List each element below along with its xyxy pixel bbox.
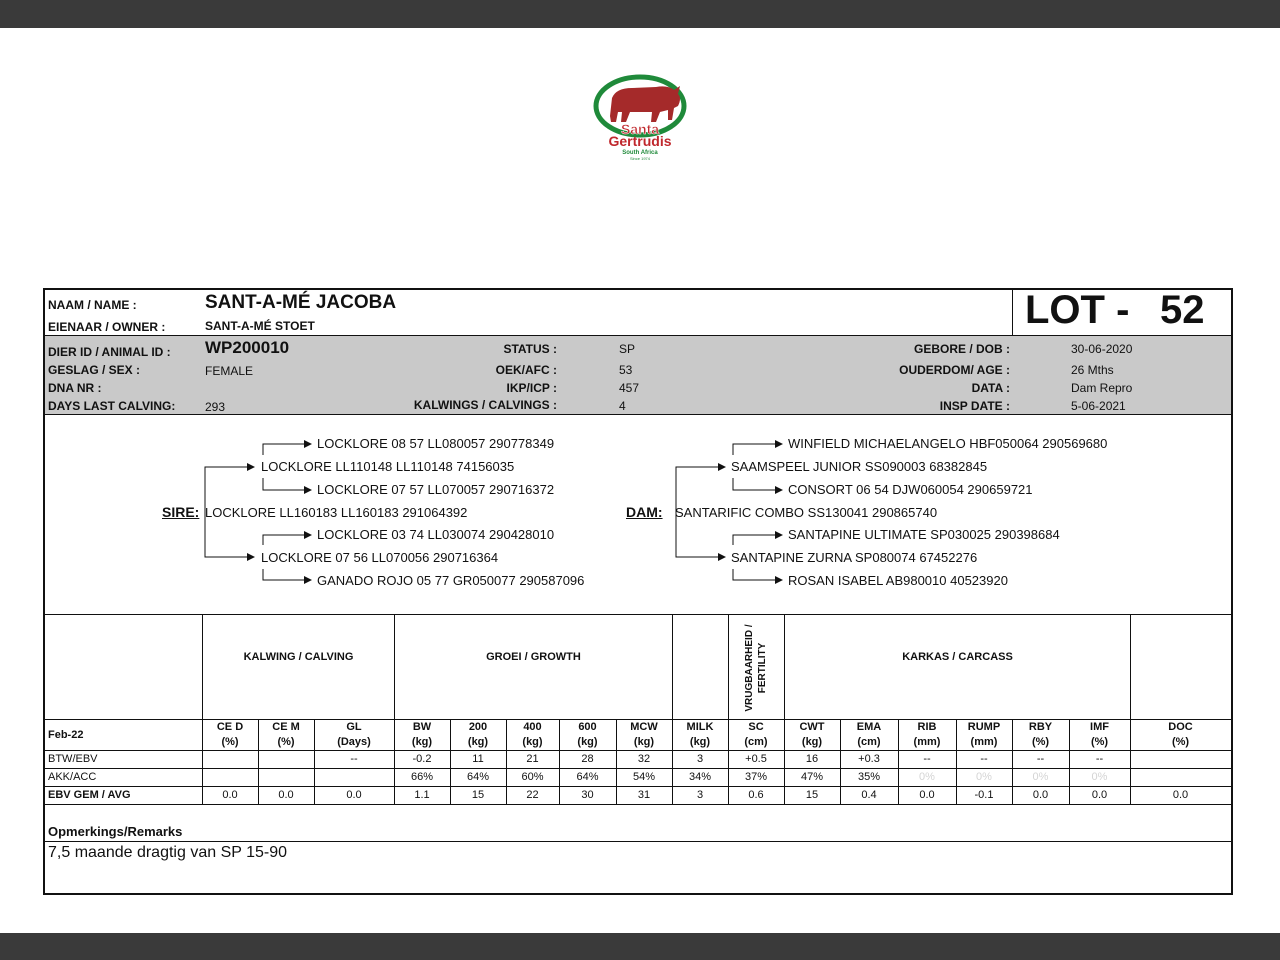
ebv-cell: 47% (800, 771, 824, 783)
sex-value: FEMALE (205, 364, 254, 378)
ebv-cell: 0.0 (919, 789, 935, 801)
ebv-cell: 64% (576, 771, 599, 783)
remarks-text: 7,5 maande dragtig van SP 15-90 (48, 844, 287, 861)
ebv-cell: 3 (696, 789, 704, 801)
ebv-cell: 32 (637, 753, 651, 765)
ebv-col-doc: DOC (%) (1168, 721, 1193, 748)
calvings-value: 4 (619, 399, 626, 413)
ebv-cell: 60% (521, 771, 544, 783)
animal-name: SANT-A-MÉ JACOBA (205, 292, 397, 313)
ebv-cell: -- (980, 753, 988, 765)
sire-dam-dam: GANADO ROJO 05 77 GR050077 290587096 (317, 573, 585, 588)
ebv-cell: +0.3 (858, 753, 880, 765)
sire-label: SIRE: (162, 504, 200, 520)
sire-dam-sire: LOCKLORE 03 74 LL030074 290428010 (317, 527, 555, 542)
animal-id: WP200010 (205, 338, 290, 357)
ebv-cell: 0% (1091, 771, 1108, 783)
animal-id-label: DIER ID / ANIMAL ID : (48, 345, 171, 359)
lot-card (43, 288, 1233, 895)
ebv-col-sc: SC (cm) (744, 721, 768, 748)
ebv-col-bw: BW (kg) (411, 721, 433, 748)
ebv-cell: +0.5 (745, 753, 767, 765)
status-label: STATUS : (503, 342, 557, 356)
ebv-cell: 0.0 (346, 789, 362, 801)
ebv-cell: -- (350, 753, 358, 765)
age-value: 26 Mths (1071, 363, 1114, 377)
ebv-cell: 0% (1032, 771, 1049, 783)
dob-value: 30-06-2020 (1071, 342, 1133, 356)
ebv-col-rby: RBY (%) (1028, 721, 1053, 748)
ebv-cell: 37% (744, 771, 768, 783)
dam-dam: SANTAPINE ZURNA SP080074 67452276 (731, 550, 978, 565)
dam-label: DAM: (626, 504, 663, 520)
logo-text-country: South Africa (622, 150, 658, 156)
ebv-col-gl: GL (Days) (337, 721, 371, 748)
afc-value: 53 (619, 363, 633, 377)
afc-label: OEK/AFC : (495, 363, 557, 377)
ebv-row-label: EBV GEM / AVG (48, 789, 131, 801)
days-last-calving-value: 293 (205, 400, 226, 414)
dam-dam-dam: ROSAN ISABEL AB980010 40523920 (788, 573, 1008, 588)
insp-date-label: INSP DATE : (939, 399, 1010, 413)
group-fertility: VRUGBAARHEID / FERTILITY (744, 624, 768, 712)
data-value: Dam Repro (1071, 381, 1133, 395)
ebv-col-milk: MILK (kg) (686, 721, 714, 748)
dam-name: SANTARIFIC COMBO SS130041 290865740 (675, 505, 938, 520)
name-label: NAAM / NAME : (48, 298, 137, 312)
logo-text-since: Since 1974 (629, 156, 651, 161)
ebv-cell: -- (1095, 753, 1104, 765)
ebv-cell: 1.1 (414, 789, 430, 801)
dob-label: GEBORE / DOB : (913, 342, 1010, 356)
logo-text-gertrudis: Gertrudis (608, 133, 672, 149)
ebv-col-cwt: CWT (kg) (799, 721, 825, 748)
ebv-col-ema: EMA (cm) (856, 721, 882, 748)
dam-sire-dam: CONSORT 06 54 DJW060054 290659721 (788, 482, 1033, 497)
ebv-row-label: AKK/ACC (48, 771, 97, 783)
ebv-col-imf: IMF (%) (1090, 721, 1109, 748)
sire-name: LOCKLORE LL160183 LL160183 291064392 (205, 505, 468, 520)
santa-gertrudis-logo (590, 72, 690, 164)
ebv-cell: -- (1036, 753, 1045, 765)
ebv-date-label: Feb-22 (48, 729, 84, 741)
ebv-cell: 22 (526, 789, 539, 801)
ebv-col-200: 200 (kg) (467, 721, 489, 748)
ebv-cell: 3 (696, 753, 704, 765)
ebv-cell: 21 (526, 753, 539, 765)
ebv-cell: 66% (410, 771, 434, 783)
ebv-cell: 64% (466, 771, 490, 783)
logo-text-santa: Santa (620, 121, 660, 137)
age-label: OUDERDOM/ AGE : (899, 363, 1010, 377)
ebv-cell: 0.0 (1091, 789, 1108, 801)
ebv-cell: 0.0 (222, 789, 238, 801)
group-calving: KALWING / CALVING (243, 651, 354, 663)
owner-name: SANT-A-MÉ STOET (205, 319, 315, 333)
insp-date-value: 5-06-2021 (1071, 399, 1126, 413)
owner-label: EIENAAR / OWNER : (48, 320, 166, 334)
ebv-col-600: 600 (kg) (577, 721, 598, 748)
dam-sire-sire: WINFIELD MICHAELANGELO HBF050064 290569680 (788, 436, 1108, 451)
ebv-cell: -- (923, 753, 931, 765)
ebv-col-400: 400 (kg) (522, 721, 543, 748)
bottom-bar (0, 933, 1280, 960)
ebv-cell: 0.4 (861, 789, 877, 801)
days-last-calving-label: DAYS LAST CALVING: (48, 399, 176, 413)
bull-emblem-icon (590, 72, 690, 164)
status-value: SP (619, 342, 636, 356)
ebv-cell: -0.1 (974, 789, 994, 801)
lot-number: 52 (1160, 288, 1205, 332)
group-carcass: KARKAS / CARCASS (902, 651, 1013, 663)
ebv-col-mcw: MCW (kg) (630, 721, 658, 748)
ebv-row-label: BTW/EBV (48, 753, 98, 765)
ebv-cell: 30 (581, 789, 594, 801)
ebv-col-rump: RUMP (mm) (967, 721, 1001, 748)
ebv-table (45, 614, 1231, 804)
ebv-cell: -0.2 (412, 753, 432, 765)
remarks-label: Opmerkings/Remarks (48, 824, 183, 839)
sire-sire-sire: LOCKLORE 08 57 LL080057 290778349 (317, 436, 555, 451)
group-growth: GROEI / GROWTH (486, 651, 581, 663)
ebv-cell: 15 (471, 789, 485, 801)
ebv-cell: 0.6 (748, 789, 764, 801)
icp-value: 457 (619, 381, 640, 395)
ebv-cell: 54% (632, 771, 656, 783)
ebv-cell: 11 (472, 753, 484, 765)
sire-dam: LOCKLORE 07 56 LL070056 290716364 (261, 550, 499, 565)
dna-label: DNA NR : (48, 381, 102, 395)
dam-sire: SAAMSPEEL JUNIOR SS090003 68382845 (731, 459, 988, 474)
sire-sire-dam: LOCKLORE 07 57 LL070057 290716372 (317, 482, 555, 497)
dam-dam-sire: SANTAPINE ULTIMATE SP030025 290398684 (788, 527, 1060, 542)
ebv-cell: 0% (976, 771, 992, 783)
ebv-cell: 0% (919, 771, 935, 783)
sire-sire: LOCKLORE LL110148 LL110148 74156035 (261, 459, 515, 474)
ebv-cell: 0.0 (278, 789, 294, 801)
ebv-col-ce-d: CE D (%) (216, 721, 244, 748)
icp-label: IKP/ICP : (506, 381, 557, 395)
sex-label: GESLAG / SEX : (48, 363, 141, 377)
ebv-cell: 16 (805, 753, 819, 765)
lot-label: LOT - (1025, 288, 1130, 332)
ebv-cell: 0.0 (1172, 789, 1189, 801)
calvings-label: KALWINGS / CALVINGS : (413, 398, 557, 412)
ebv-cell: 28 (581, 753, 594, 765)
ebv-col-rib: RIB (mm) (913, 721, 941, 748)
ebv-cell: 15 (805, 789, 819, 801)
ebv-cell: 34% (688, 771, 712, 783)
ebv-cell: 0.0 (1032, 789, 1049, 801)
ebv-cell: 31 (637, 789, 651, 801)
top-bar (0, 0, 1280, 28)
ebv-cell: 35% (857, 771, 881, 783)
data-label: DATA : (971, 381, 1010, 395)
ebv-col-ce-m: CE M (%) (272, 721, 300, 748)
